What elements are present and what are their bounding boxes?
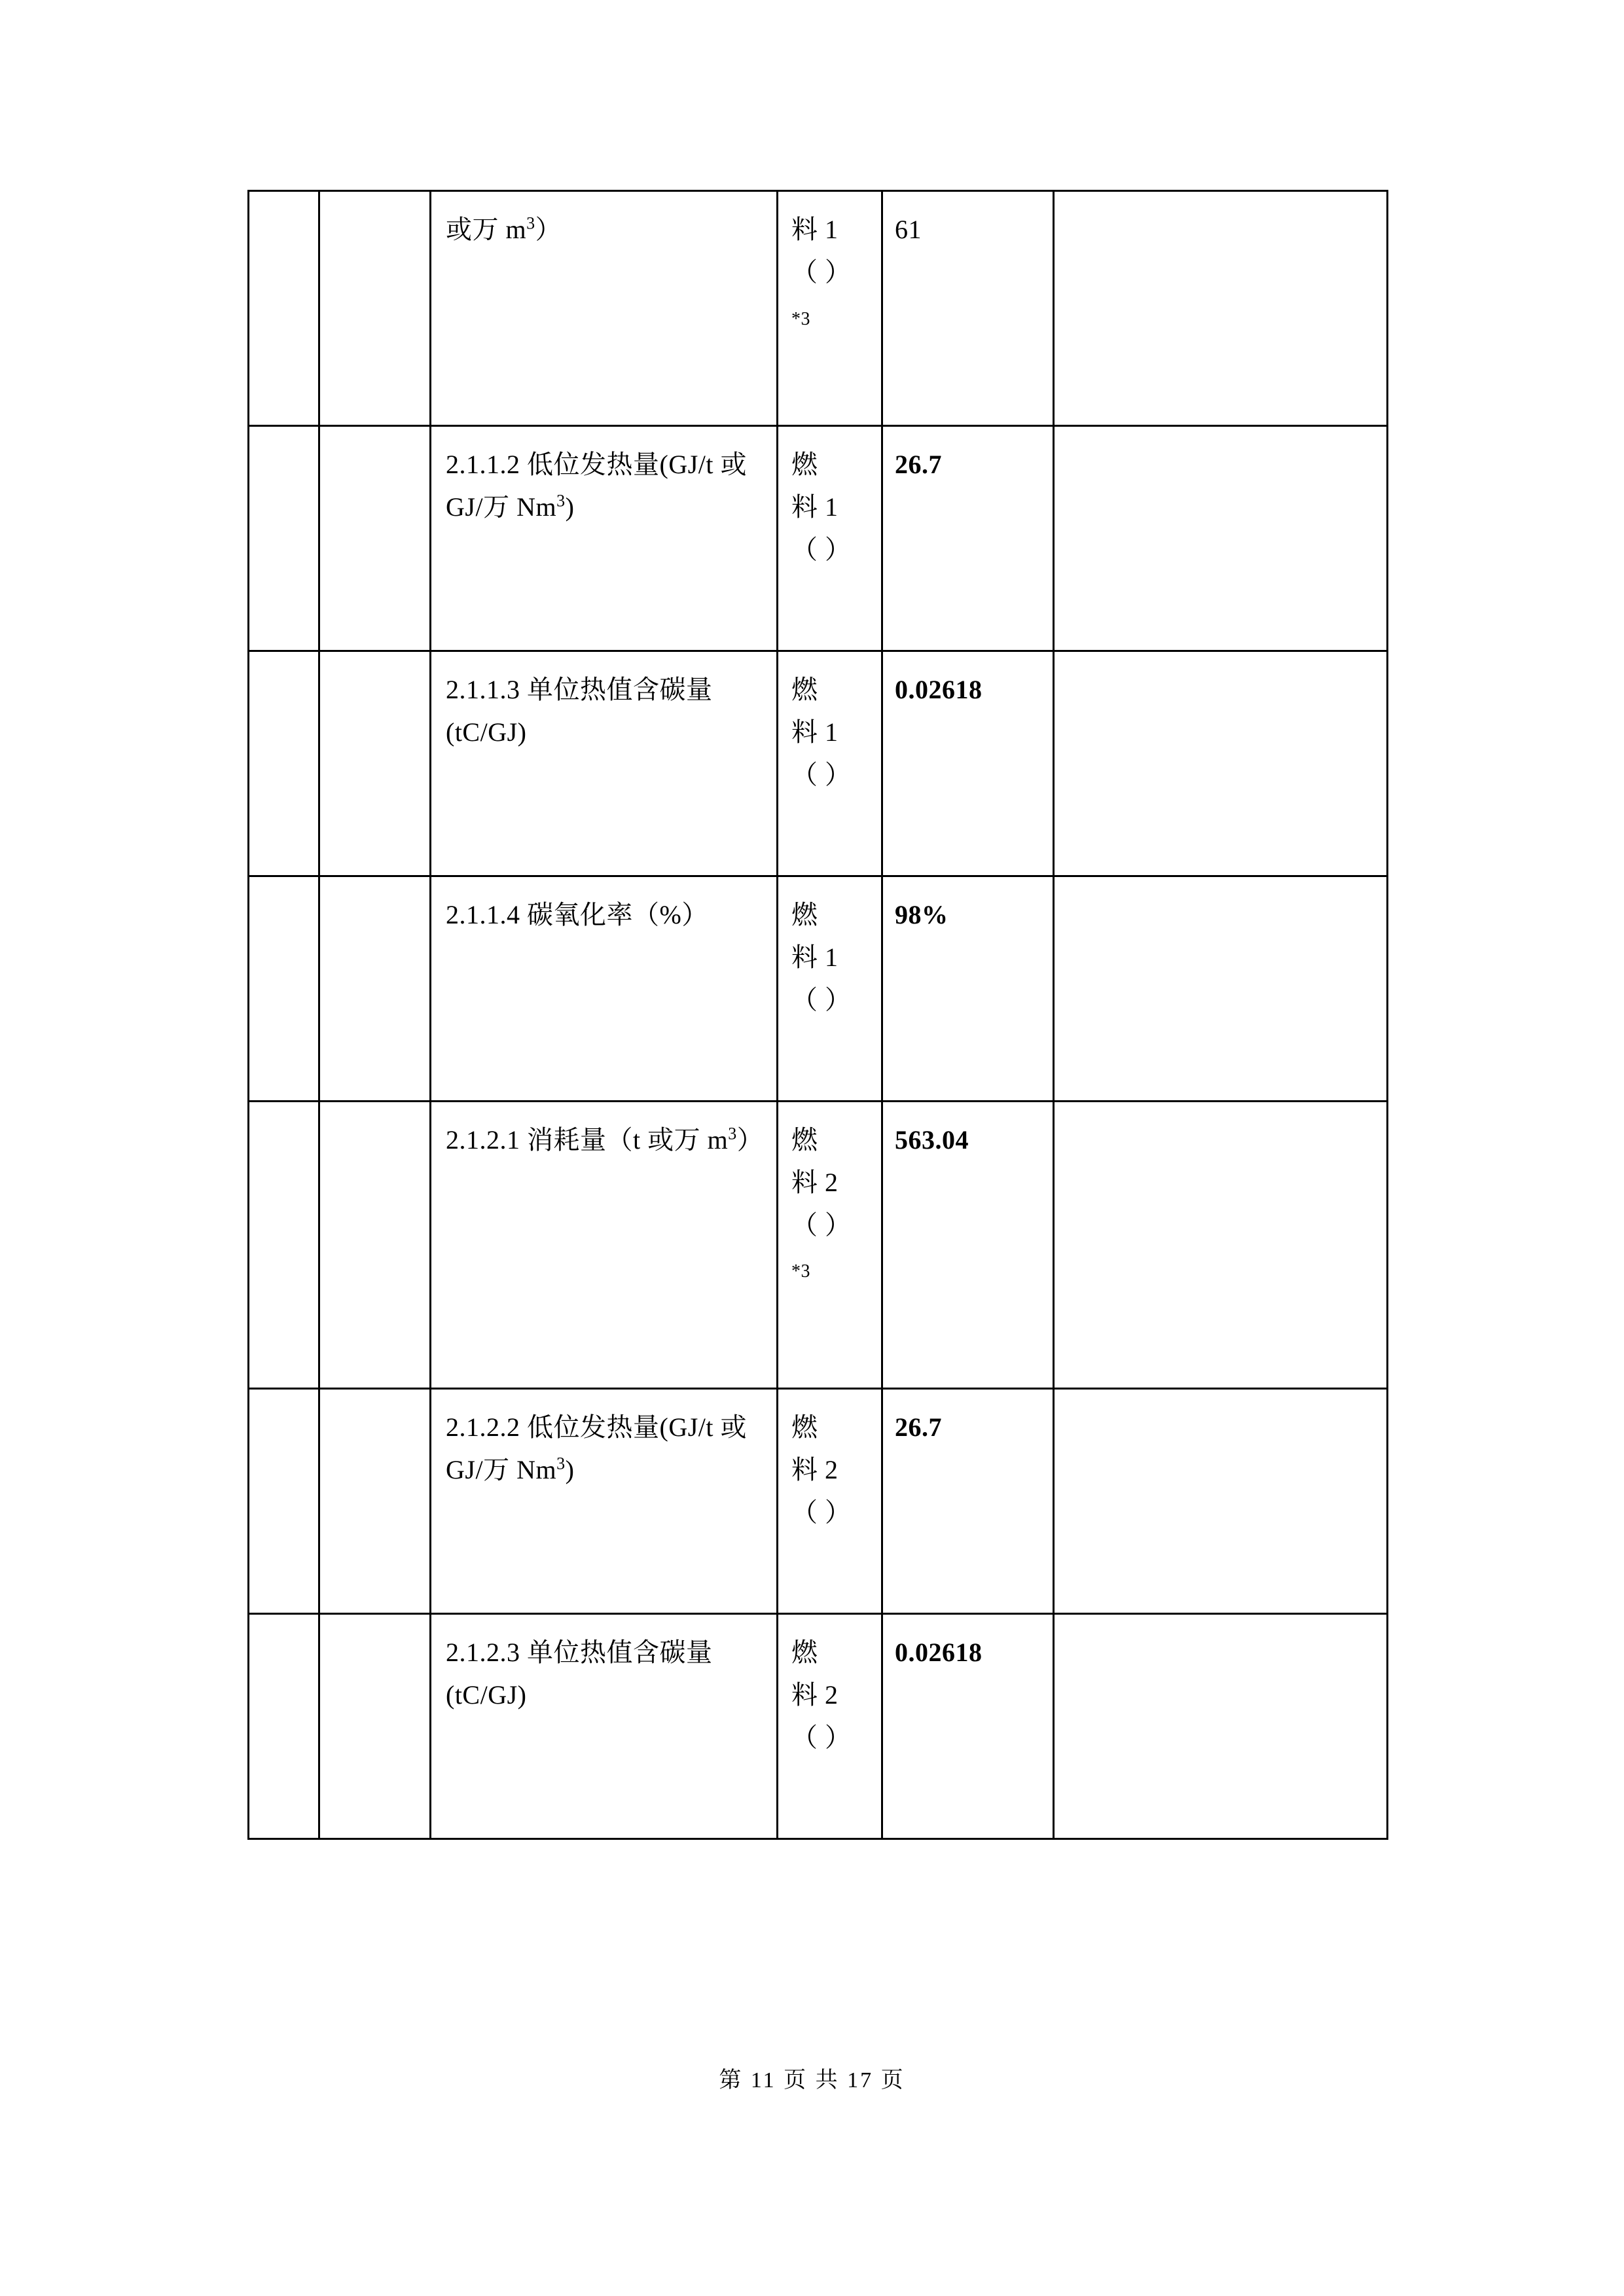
row-col-1 (249, 876, 319, 1102)
fuel-line: 料 2 (791, 1679, 839, 1710)
value-text: 0.02618 (895, 675, 983, 704)
row-fuel-cell (778, 1102, 882, 1389)
item-text: 或万 m (446, 215, 527, 244)
row-fuel-cell (778, 1389, 882, 1614)
item-prefix: 2.1.2.2 (446, 1412, 520, 1442)
row-value-cell (882, 1614, 1054, 1839)
value-text: 61 (895, 215, 922, 244)
fuel-line: 燃 (791, 450, 818, 479)
fuel-line: （ ） (791, 984, 852, 1014)
remark-text (1055, 652, 1386, 689)
fuel-line: 料 1 (791, 215, 839, 244)
fuel-line: （ ） (791, 257, 852, 287)
value-text: 26.7 (895, 1412, 942, 1442)
value-text: 98% (895, 900, 948, 929)
fuel-line: （ ） (791, 1497, 852, 1527)
remark-text (1055, 877, 1386, 914)
fuel-line: 燃 (791, 900, 818, 929)
row-col-2 (319, 1102, 431, 1389)
row-fuel-cell (778, 191, 882, 426)
table-row (249, 426, 1388, 651)
row-value-cell (882, 426, 1054, 651)
table-row (249, 651, 1388, 876)
row-col-2 (319, 191, 431, 426)
row-col-2 (319, 426, 431, 651)
row-remark-cell (1054, 426, 1388, 651)
row-item-cell (431, 1389, 778, 1614)
row-col-1 (249, 1614, 319, 1839)
row-remark-cell (1054, 876, 1388, 1102)
item-text: 低位发热量(GJ/t 或 GJ/万 Nm (446, 1412, 747, 1484)
fuel-line: 料 1 (791, 717, 839, 747)
item-prefix: 2.1.2.1 (446, 1125, 520, 1155)
row-item-cell (431, 1614, 778, 1839)
fuel-line: （ ） (791, 534, 852, 564)
row-value-cell (882, 1102, 1054, 1389)
row-col-1 (249, 1389, 319, 1614)
fuel-line: 燃 (791, 675, 818, 704)
item-text: 单位热值含碳量(tC/GJ) (446, 675, 713, 747)
value-text: 563.04 (895, 1125, 969, 1155)
row-remark-cell (1054, 191, 1388, 426)
table (247, 190, 1388, 1840)
item-suffix: ） (535, 215, 562, 244)
fuel-line: 料 1 (791, 492, 839, 522)
fuel-note: *3 (791, 1261, 810, 1282)
item-prefix: 2.1.1.4 (446, 900, 520, 929)
item-prefix: 2.1.2.3 (446, 1638, 520, 1667)
table-row (249, 1614, 1388, 1839)
item-superscript: 3 (526, 213, 535, 233)
remark-text (1055, 192, 1386, 228)
row-fuel-cell (778, 426, 882, 651)
item-prefix: 2.1.1.2 (446, 450, 520, 479)
fuel-line: （ ） (791, 1210, 852, 1240)
fuel-line: 燃 (791, 1638, 818, 1667)
fuel-line: （ ） (791, 1722, 852, 1752)
row-remark-cell (1054, 1389, 1388, 1614)
row-col-2 (319, 876, 431, 1102)
row-col-1 (249, 426, 319, 651)
row-value-cell (882, 651, 1054, 876)
row-fuel-cell (778, 651, 882, 876)
remark-text (1055, 1390, 1386, 1426)
fuel-line: （ ） (791, 759, 852, 789)
fuel-note: *3 (791, 308, 810, 329)
row-remark-cell (1054, 651, 1388, 876)
fuel-line: 料 2 (791, 1167, 839, 1197)
row-value-cell (882, 876, 1054, 1102)
remark-text (1055, 1615, 1386, 1651)
item-suffix: ） (736, 1125, 764, 1155)
item-superscript: 3 (556, 1454, 566, 1473)
table-row (249, 1389, 1388, 1614)
row-item-cell (431, 1102, 778, 1389)
item-text: 碳氧化率（%） (520, 900, 708, 929)
row-fuel-cell (778, 876, 882, 1102)
value-text: 26.7 (895, 450, 942, 479)
row-item-cell (431, 191, 778, 426)
emissions-parameter-table (247, 190, 1386, 1840)
row-col-1 (249, 191, 319, 426)
item-superscript: 3 (728, 1124, 737, 1143)
row-value-cell (882, 191, 1054, 426)
row-col-2 (319, 651, 431, 876)
item-text: 低位发热量(GJ/t 或 GJ/万 Nm (446, 450, 747, 522)
table-row (249, 1102, 1388, 1389)
remark-text (1055, 1102, 1386, 1139)
row-fuel-cell (778, 1614, 882, 1839)
item-superscript: 3 (556, 491, 566, 511)
row-col-2 (319, 1389, 431, 1614)
row-remark-cell (1054, 1614, 1388, 1839)
table-row (249, 876, 1388, 1102)
fuel-line: 料 1 (791, 942, 839, 972)
fuel-line: 料 2 (791, 1454, 839, 1484)
row-item-cell (431, 876, 778, 1102)
fuel-line: 燃 (791, 1412, 818, 1442)
page-footer: 第 11 页 共 17 页 (719, 2068, 905, 2092)
item-text: 消耗量（t 或万 m (520, 1125, 729, 1155)
item-prefix: 2.1.1.3 (446, 675, 520, 704)
item-suffix: ) (565, 492, 575, 522)
item-suffix: ) (565, 1454, 575, 1484)
value-text: 0.02618 (895, 1638, 983, 1667)
row-remark-cell (1054, 1102, 1388, 1389)
fuel-line: 燃 (791, 1125, 818, 1155)
row-item-cell (431, 651, 778, 876)
row-item-cell (431, 426, 778, 651)
row-col-1 (249, 651, 319, 876)
item-text: 单位热值含碳量(tC/GJ) (446, 1638, 713, 1710)
table-row (249, 191, 1388, 426)
row-col-1 (249, 1102, 319, 1389)
row-col-2 (319, 1614, 431, 1839)
remark-text (1055, 427, 1386, 463)
row-value-cell (882, 1389, 1054, 1614)
